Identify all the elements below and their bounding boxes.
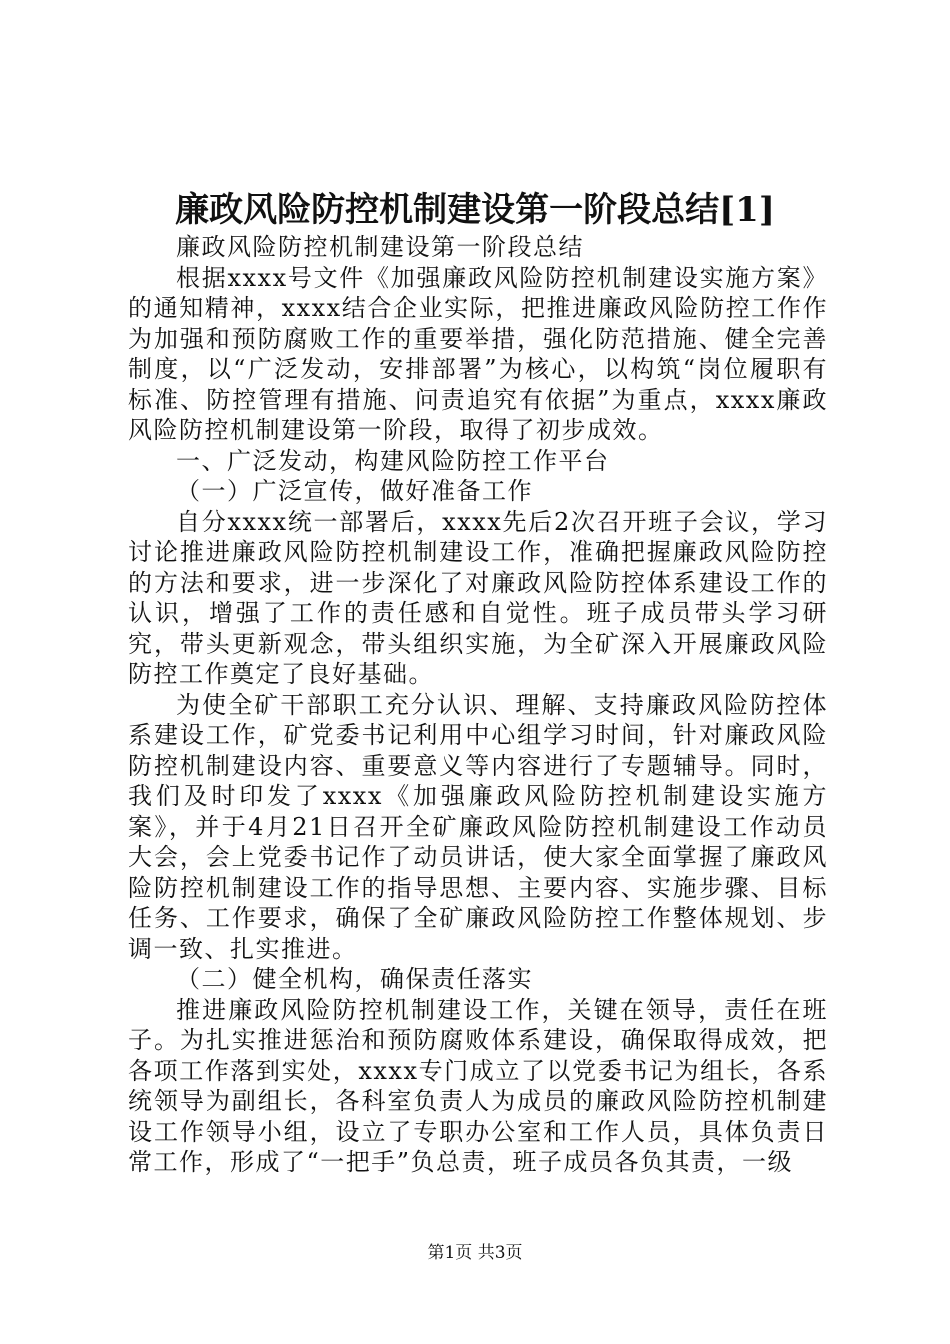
subsection-heading-1: （一）广泛宣传，做好准备工作 (176, 477, 533, 505)
intro-paragraph: 根据xxxx号文件《加强廉政风险防控机制建设实施方案》的通知精神，xxxx结合企业实际，把推进廉政风险防控工作作为加强和预防腐败工作的重要举措，强化防范措施、健全完善制度，以“广泛发动，安排部署”为核心，以构筑“岗位履职有标准、防控管理有措施、问责追究有依据”为重点，xxxx廉政风险防控机制建设第一阶段，取得了初步成效。 (128, 263, 828, 444)
page-number-footer: 第1页 共3页 (427, 1243, 523, 1263)
body-paragraph-2: 为使全矿干部职工充分认识、理解、支持廉政风险防控体系建设工作，矿党委书记利用中心组学习时间，针对廉政风险防控机制建设内容、重要意义等内容进行了专题辅导。同时，我们及时印发了xxxx《加强廉政风险防控机制建设实施方案》，并于4月21日召开全矿廉政风险防控机制建设工作动员大会，会上党委书记作了动员讲话，使大家全面掌握了廉政风险防控机制建设工作的指导思想、主要内容、实施步骤、目标任务、工作要求，确保了全矿廉政风险防控工作整体规划、步调一致、扎实推进。 (128, 690, 828, 963)
body-paragraph-1: 自分xxxx统一部署后，xxxx先后2次召开班子会议，学习讨论推进廉政风险防控机制建设工作，准确把握廉政风险防控的方法和要求，进一步深化了对廉政风险防控体系建设工作的认识，增强了工作的责任感和自觉性。班子成员带头学习研究，带头更新观念，带头组织实施，为全矿深入开展廉政风险防控工作奠定了良好基础。 (128, 507, 828, 688)
body-paragraph-3: 推进廉政风险防控机制建设工作，关键在领导，责任在班子。为扎实推进惩治和预防腐败体系建设，确保取得成效，把各项工作落到实处，xxxx专门成立了以党委书记为组长，各系统领导为副组长，各科室负责人为成员的廉政风险防控机制建设工作领导小组，设立了专职办公室和工作人员，具体负责日常工作，形成了“一把手”负总责，班子成员各负其责，一级 (128, 995, 828, 1176)
subsection-heading-2: （二）健全机构，确保责任落实 (176, 965, 533, 993)
subtitle-paragraph: 廉政风险防控机制建设第一阶段总结 (176, 233, 584, 261)
section-heading-1: 一、广泛发动，构建风险防控工作平台 (176, 446, 610, 475)
document-title: 廉政风险防控机制建设第一阶段总结[1] (175, 190, 775, 230)
document-body (128, 232, 828, 1178)
